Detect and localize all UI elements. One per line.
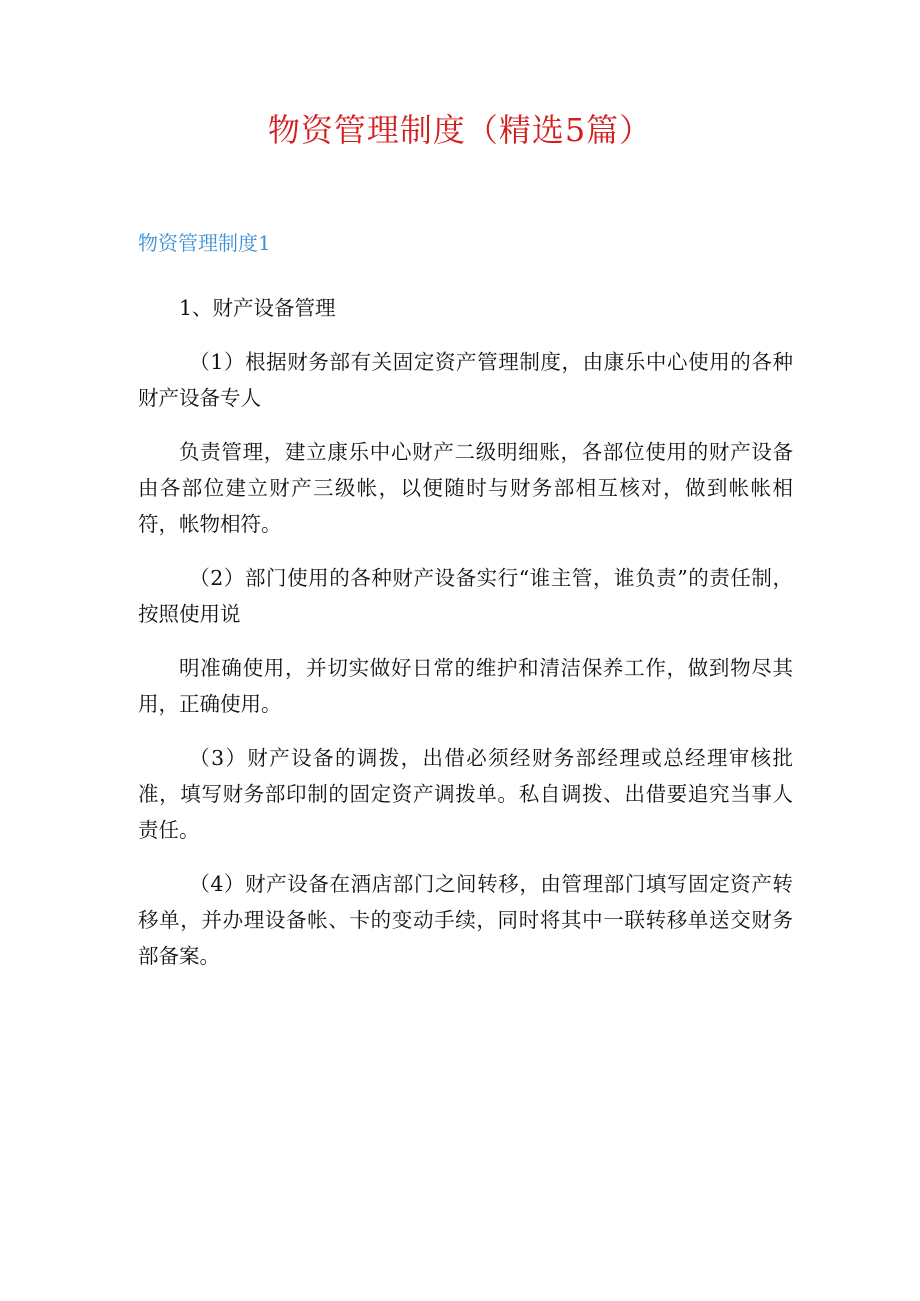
paragraph-4: （2）部门使用的各种财产设备实行“谁主管，谁负责”的责任制，按照使用说	[138, 566, 793, 626]
paragraph-2: （1）根据财务部有关固定资产管理制度，由康乐中心使用的各种财产设备专人	[138, 350, 793, 410]
paragraph-6: （3）财产设备的调拨，出借必须经财务部经理或总经理审核批准，填写财务部印制的固定资产调拨单。私自调拨、出借要追究当事人责任。	[138, 746, 793, 842]
paragraph-3: 负责管理，建立康乐中心财产二级明细账，各部位使用的财产设备由各部位建立财产三级帐，以便随时与财务部相互核对，做到帐帐相符，帐物相符。	[138, 440, 793, 536]
document-body	[138, 290, 793, 992]
document-title: 物资管理制度（精选5篇）	[267, 111, 653, 149]
paragraph-5: 明准确使用，并切实做好日常的维护和清洁保养工作，做到物尽其用，正确使用。	[138, 656, 793, 716]
section-heading: 物资管理制度1	[138, 231, 271, 255]
paragraph-1: 1、财产设备管理	[179, 296, 336, 320]
paragraph-7: （4）财产设备在酒店部门之间转移，由管理部门填写固定资产转移单，并办理设备帐、卡的变动手续，同时将其中一联转移单送交财务部备案。	[138, 872, 793, 968]
